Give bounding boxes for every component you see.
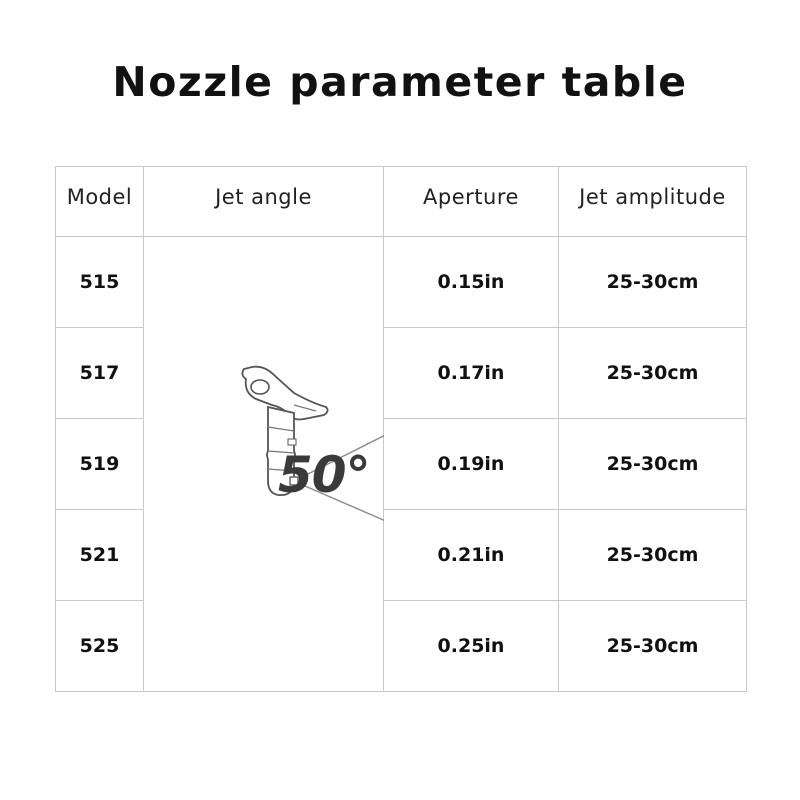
aperture-cell: 0.19in <box>384 419 559 510</box>
page-title: Nozzle parameter table <box>112 58 688 106</box>
table-header-row <box>56 167 747 237</box>
model-cell: 525 <box>56 601 144 692</box>
amplitude-cell: 25-30cm <box>559 510 747 601</box>
jet-angle-label: 50° <box>278 446 370 504</box>
aperture-cell: 0.15in <box>384 237 559 328</box>
model-cell: 519 <box>56 419 144 510</box>
aperture-cell: 0.21in <box>384 510 559 601</box>
aperture-cell: 0.25in <box>384 601 559 692</box>
amplitude-cell: 25-30cm <box>559 237 747 328</box>
model-cell: 517 <box>56 328 144 419</box>
header-model: Model <box>56 167 144 237</box>
header-aperture: Aperture <box>384 167 559 237</box>
aperture-cell: 0.17in <box>384 328 559 419</box>
table-row <box>56 237 747 328</box>
model-cell: 515 <box>56 237 144 328</box>
amplitude-cell: 25-30cm <box>559 419 747 510</box>
amplitude-cell: 25-30cm <box>559 328 747 419</box>
model-cell: 521 <box>56 510 144 601</box>
header-jet-angle: Jet angle <box>144 167 384 237</box>
nozzle-parameter-table <box>55 166 747 692</box>
amplitude-cell: 25-30cm <box>559 601 747 692</box>
header-jet-amplitude: Jet amplitude <box>559 167 747 237</box>
